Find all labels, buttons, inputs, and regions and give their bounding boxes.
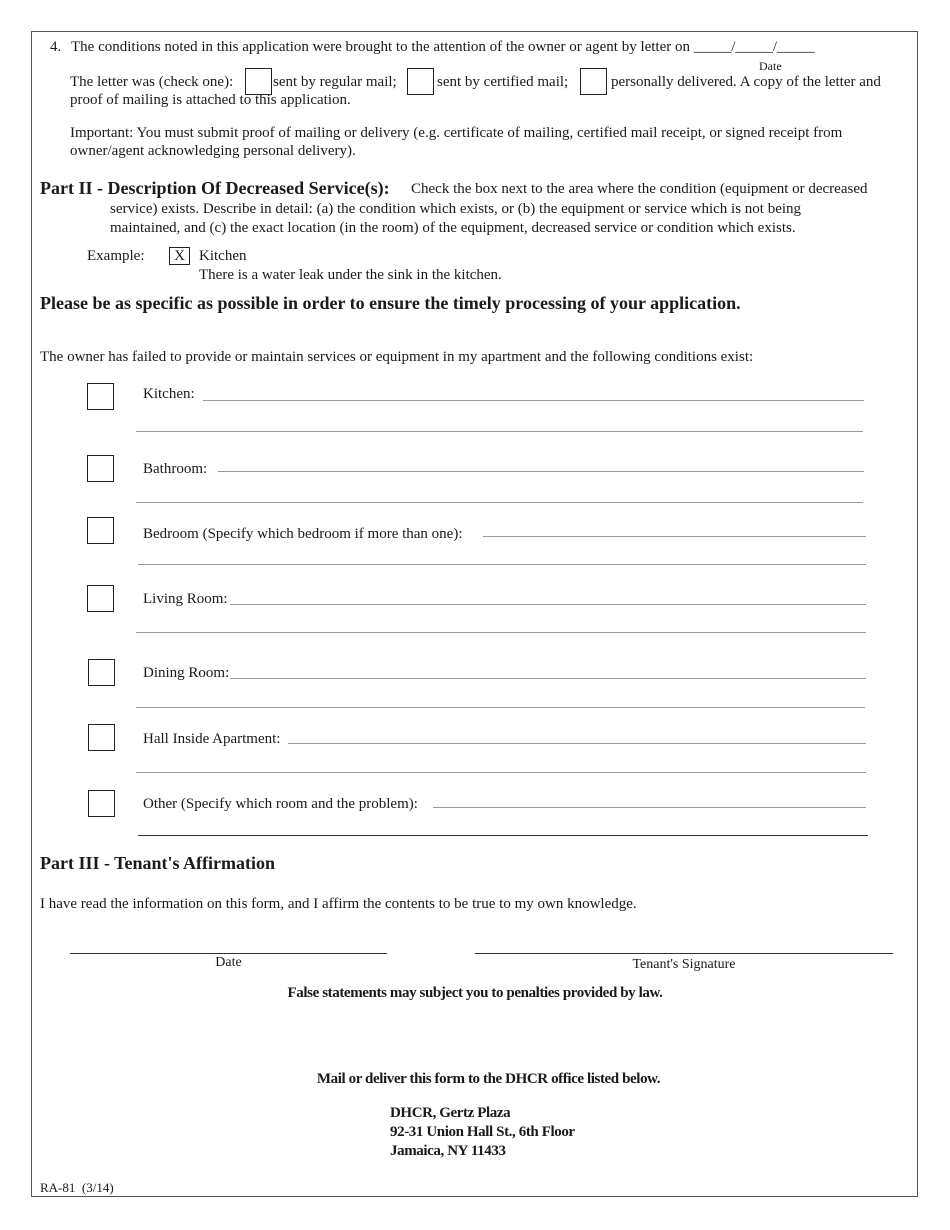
affirmation-text: I have read the information on this form, and I affirm the contents to be true to my own knowledge. bbox=[40, 896, 637, 912]
office-address-line-1: DHCR, Gertz Plaza bbox=[390, 1105, 511, 1121]
bathroom-line-1[interactable] bbox=[218, 471, 864, 472]
other-checkbox[interactable] bbox=[88, 790, 115, 817]
proof-of-mailing-note: proof of mailing is attached to this application. bbox=[70, 92, 351, 108]
specificity-emphasis: Please be as specific as possible in order to ensure the timely processing of your application. bbox=[40, 293, 741, 313]
example-checked-box: X bbox=[169, 247, 190, 265]
personally-delivered-label: personally delivered. A copy of the letter and bbox=[611, 74, 881, 90]
certified-mail-label: sent by certified mail; bbox=[437, 74, 569, 90]
part-3-heading: Part III - Tenant's Affirmation bbox=[40, 853, 276, 873]
hall-checkbox[interactable] bbox=[88, 724, 115, 751]
letter-check-intro: The letter was (check one): bbox=[70, 74, 234, 90]
kitchen-line-2[interactable] bbox=[136, 431, 863, 432]
kitchen-label: Kitchen: bbox=[143, 386, 195, 402]
form-id: RA-81 (3/14) bbox=[40, 1180, 114, 1195]
tenant-signature-label: Tenant's Signature bbox=[632, 957, 736, 972]
tenant-signature-line[interactable] bbox=[475, 953, 893, 954]
personally-delivered-checkbox[interactable] bbox=[580, 68, 607, 95]
part-2-instructions-line-1: Check the box next to the area where the condition (equipment or decreased bbox=[411, 181, 868, 197]
bathroom-line-2[interactable] bbox=[136, 502, 863, 503]
dining-room-checkbox[interactable] bbox=[88, 659, 115, 686]
affirmation-date-label: Date bbox=[215, 955, 242, 970]
conditions-intro: The owner has failed to provide or maintain services or equipment in my apartment and the following conditions exist: bbox=[40, 349, 754, 365]
other-label: Other (Specify which room and the problem): bbox=[143, 796, 418, 812]
bedroom-line-2[interactable] bbox=[138, 564, 866, 565]
living-room-line-2[interactable] bbox=[136, 632, 866, 633]
example-room: Kitchen bbox=[199, 248, 247, 264]
hall-line-1[interactable] bbox=[288, 743, 866, 744]
bedroom-label: Bedroom (Specify which bedroom if more than one): bbox=[143, 526, 463, 542]
example-description: There is a water leak under the sink in the kitchen. bbox=[199, 267, 502, 283]
example-label: Example: bbox=[87, 248, 145, 264]
kitchen-checkbox[interactable] bbox=[87, 383, 114, 410]
important-note-line-1: Important: You must submit proof of mailing or delivery (e.g. certificate of mailing, certified mail receipt, or signed receipt from bbox=[70, 125, 843, 141]
certified-mail-checkbox[interactable] bbox=[407, 68, 434, 95]
office-address-line-3: Jamaica, NY 11433 bbox=[390, 1143, 506, 1159]
office-address-line-2: 92-31 Union Hall St., 6th Floor bbox=[390, 1124, 575, 1140]
bathroom-checkbox[interactable] bbox=[87, 455, 114, 482]
regular-mail-label: sent by regular mail; bbox=[273, 74, 397, 90]
letter-date-label: Date bbox=[759, 59, 782, 73]
item-4-number: 4. bbox=[50, 39, 62, 55]
penalty-warning: False statements may subject you to penalties provided by law. bbox=[287, 985, 663, 1001]
other-line-2[interactable] bbox=[138, 835, 868, 836]
dining-room-label: Dining Room: bbox=[143, 665, 230, 681]
dining-room-line-1[interactable] bbox=[230, 678, 866, 679]
item-4-text: The conditions noted in this application were brought to the attention of the owner or agent by letter on _____/_____/_____ bbox=[71, 39, 815, 55]
part-2-instructions-line-2: service) exists. Describe in detail: (a) the condition which exists, or (b) the equipment or service which is not being bbox=[110, 201, 802, 217]
living-room-label: Living Room: bbox=[143, 591, 228, 607]
other-line-1[interactable] bbox=[433, 807, 866, 808]
part-2-heading: Part II - Description Of Decreased Service(s): bbox=[40, 178, 390, 198]
important-note-line-2: owner/agent acknowledging personal delivery). bbox=[70, 143, 356, 159]
mailing-instruction: Mail or deliver this form to the DHCR office listed below. bbox=[316, 1071, 661, 1087]
part-2-instructions-line-3: maintained, and (c) the exact location (in the room) of the equipment, decreased service or condition which exists. bbox=[110, 220, 796, 236]
kitchen-line-1[interactable] bbox=[203, 400, 864, 401]
living-room-checkbox[interactable] bbox=[87, 585, 114, 612]
bathroom-label: Bathroom: bbox=[143, 461, 208, 477]
bedroom-checkbox[interactable] bbox=[87, 517, 114, 544]
bedroom-line-1[interactable] bbox=[483, 536, 866, 537]
hall-line-2[interactable] bbox=[136, 772, 866, 773]
dining-room-line-2[interactable] bbox=[136, 707, 865, 708]
living-room-line-1[interactable] bbox=[230, 604, 866, 605]
hall-label: Hall Inside Apartment: bbox=[143, 731, 281, 747]
